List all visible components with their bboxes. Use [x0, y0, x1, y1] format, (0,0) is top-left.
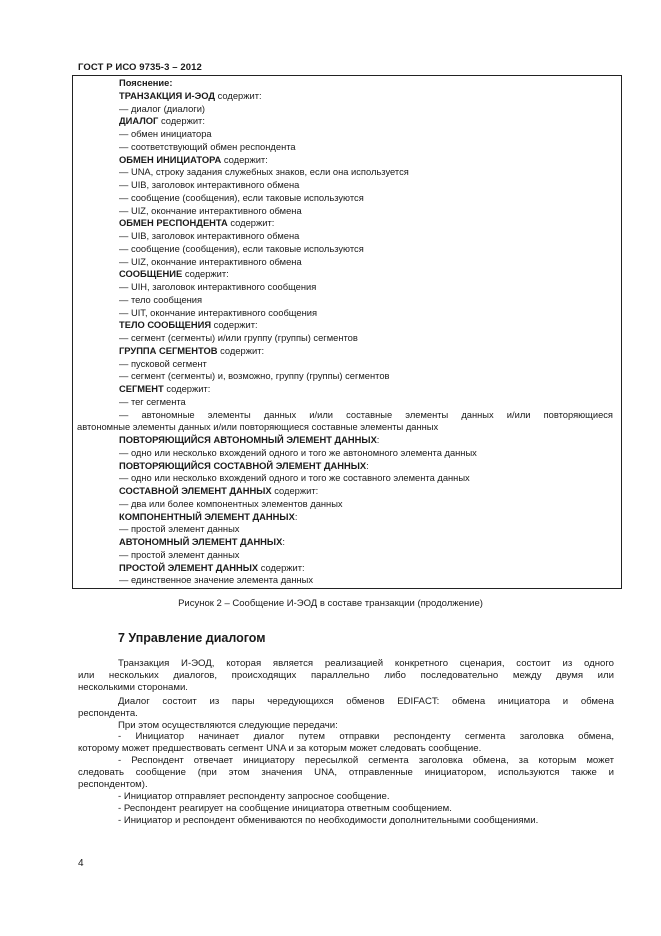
line-text: содержит:	[271, 486, 319, 496]
explanation-line	[73, 192, 621, 205]
line-text: содержит:	[158, 116, 205, 127]
line-text: — одно или несколько вхождений одного и того же составного элемента данных	[119, 473, 470, 484]
line-text: — UIH, заголовок интерактивного сообщения	[119, 282, 317, 292]
line-text: содержит:	[163, 384, 211, 394]
term-name: СООБЩЕНИЕ	[119, 269, 183, 280]
explanation-line	[73, 166, 621, 179]
paragraph-line: несколькими сторонами.	[78, 681, 188, 693]
term-name: АВТОНОМНЫЙ ЭЛЕМЕНТ ДАННЫХ	[119, 537, 283, 547]
explanation-line	[73, 574, 621, 587]
explanation-line	[73, 243, 621, 256]
line-text: — UIT, окончание интерактивного сообщения	[119, 307, 318, 318]
explanation-line	[73, 332, 621, 345]
explanation-line	[73, 447, 621, 460]
line-text: содержит:	[215, 90, 262, 101]
paragraph-line: - Респондент реагирует на сообщение инициатора ответным сообщением.	[118, 802, 452, 814]
term-name: СЕГМЕНТ	[119, 384, 164, 394]
explanation-line	[73, 460, 621, 473]
term-name: ПРОСТОЙ ЭЛЕМЕНТ ДАННЫХ	[119, 562, 259, 573]
line-text: — тег сегмента	[119, 396, 186, 407]
explanation-line	[73, 434, 621, 447]
line-text: содержит:	[221, 154, 268, 165]
paragraph-line: - Респондент отвечает инициатору пересылкой сегмента заголовка обмена, за которым может	[118, 755, 614, 767]
paragraph-line: При этом осуществляются следующие передачи:	[118, 719, 338, 731]
term-name: ОБМЕН РЕСПОНДЕНТА	[119, 218, 228, 229]
line-text: — UNA, строку задания служебных знаков, если она используется	[119, 167, 409, 178]
explanation-line	[73, 281, 621, 294]
line-text: — сегмент (сегменты) и/или группу (группы) сегментов	[119, 333, 358, 343]
explanation-line	[73, 154, 621, 167]
explanation-line	[73, 472, 621, 485]
line-text: :	[282, 537, 285, 547]
explanation-line	[73, 230, 621, 243]
paragraph-line: Транзакция И-ЭОД, которая является реализацией конкретного сценария, состоит из одного	[118, 658, 614, 669]
paragraph-line: которому может предшествовать сегмент UNA и за которым может следовать сообщение.	[78, 743, 482, 755]
paragraph-line: Диалог состоит из пары чередующихся обменов EDIFACT: обмена инициатора и обмена	[118, 695, 614, 707]
paragraph-line: респондента.	[78, 707, 138, 719]
term-name: ГРУППА СЕГМЕНТОВ	[119, 345, 218, 356]
line-text: — сегмент (сегменты) и, возможно, группу (группы) сегментов	[119, 371, 390, 382]
explanation-line	[73, 103, 621, 116]
explanation-line	[73, 319, 621, 332]
line-text: — UIB, заголовок интерактивного обмена	[119, 180, 300, 190]
line-text: содержит:	[217, 345, 265, 356]
line-text: — сообщение (сообщения), если таковые используются	[119, 243, 364, 254]
explanation-heading: Пояснение:	[119, 78, 173, 88]
explanation-line	[73, 485, 621, 498]
line-text: содержит:	[227, 218, 275, 229]
term-name: ПОВТОРЯЮЩИЙСЯ СОСТАВНОЙ ЭЛЕМЕНТ ДАННЫХ	[119, 460, 367, 471]
explanation-line	[73, 409, 621, 422]
line-text: — обмен инициатора	[119, 129, 212, 139]
line-text: :	[376, 435, 380, 445]
explanation-line	[73, 421, 621, 434]
line-text: — единственное значение элемента данных	[119, 575, 314, 586]
page-number: 4	[78, 858, 84, 869]
term-name: СОСТАВНОЙ ЭЛЕМЕНТ ДАННЫХ	[119, 486, 272, 496]
term-name: ОБМЕН ИНИЦИАТОРА	[119, 154, 222, 165]
explanation-line	[73, 498, 621, 511]
explanation-line	[73, 205, 621, 218]
line-text: — автономные элементы данных и/или составные элементы данных и/или повторяющиеся	[119, 409, 613, 420]
explanation-line	[73, 256, 621, 269]
explanation-line	[73, 268, 621, 281]
explanation-line	[73, 179, 621, 192]
explanation-line	[73, 370, 621, 383]
term-name: ПОВТОРЯЮЩИЙСЯ АВТОНОМНЫЙ ЭЛЕМЕНТ ДАННЫХ	[119, 435, 377, 445]
line-text: :	[366, 460, 369, 471]
line-text: — UIB, заголовок интерактивного обмена	[119, 231, 300, 241]
explanation-line	[73, 536, 621, 549]
line-text: — UIZ, окончание интерактивного обмена	[119, 205, 302, 216]
line-text: — сообщение (сообщения), если таковые используются	[119, 192, 364, 203]
line-text: — UIZ, окончание интерактивного обмена	[119, 256, 302, 267]
line-text: содержит:	[258, 562, 305, 573]
explanation-line	[73, 549, 621, 562]
figure-frame	[72, 75, 622, 589]
line-text: — два или более компонентных элементов данных	[119, 498, 343, 509]
explanation-line	[73, 77, 621, 90]
line-text: автономные элементы данных и/или повторяющиеся составные элементы данных	[77, 422, 439, 433]
line-text: — одно или несколько вхождений одного и того же автономного элемента данных	[119, 447, 477, 458]
explanation-line	[73, 90, 621, 103]
explanation-line	[73, 217, 621, 230]
paragraph-line: следовать сообщение (при этом значения UNA, отправленные инициатором, используются также и	[78, 767, 614, 779]
term-name: ТРАНЗАКЦИЯ И-ЭОД	[119, 90, 216, 101]
term-name: ДИАЛОГ	[119, 116, 159, 127]
explanation-line	[73, 115, 621, 128]
paragraph-line: или нескольких диалогов, происходящих параллельно либо последовательно между двумя или	[78, 669, 614, 681]
paragraph-line: - Инициатор отправляет респонденту запросное сообщение.	[118, 790, 390, 802]
body-text	[78, 658, 614, 827]
explanation-line	[73, 523, 621, 536]
line-text: — соответствующий обмен респондента	[119, 141, 296, 152]
explanation-line	[73, 358, 621, 371]
figure-caption: Рисунок 2 – Сообщение И-ЭОД в составе транзакции (продолжение)	[178, 598, 483, 609]
explanation-line	[73, 128, 621, 141]
paragraph-line: - Инициатор начинает диалог путем отправки респонденту сегмента заголовка обмена,	[118, 731, 614, 743]
paragraph-line: респондентом).	[78, 779, 148, 791]
explanation-line	[73, 562, 621, 575]
paragraph-line: - Инициатор и респондент обмениваются по необходимости дополнительными сообщениями.	[118, 814, 539, 826]
explanation-line	[73, 141, 621, 154]
term-name: ТЕЛО СООБЩЕНИЯ	[119, 320, 212, 331]
document-header: ГОСТ Р ИСО 9735-3 – 2012	[78, 62, 202, 73]
line-text: содержит:	[182, 269, 229, 280]
line-text: — диалог (диалоги)	[119, 103, 206, 114]
explanation-text	[73, 77, 621, 587]
term-name: КОМПОНЕНТНЫЙ ЭЛЕМЕНТ ДАННЫХ	[119, 511, 295, 522]
line-text: содержит:	[211, 320, 258, 331]
explanation-line	[73, 307, 621, 320]
line-text: — тело сообщения	[119, 294, 203, 305]
explanation-line	[73, 345, 621, 358]
explanation-line	[73, 511, 621, 524]
explanation-line	[73, 396, 621, 409]
line-text: — простой элемент данных	[119, 524, 240, 535]
line-text: :	[294, 511, 298, 522]
explanation-line	[73, 294, 621, 307]
line-text: — простой элемент данных	[119, 549, 240, 560]
section-title: 7 Управление диалогом	[118, 631, 266, 645]
explanation-line	[73, 383, 621, 396]
line-text: — пусковой сегмент	[119, 358, 207, 369]
